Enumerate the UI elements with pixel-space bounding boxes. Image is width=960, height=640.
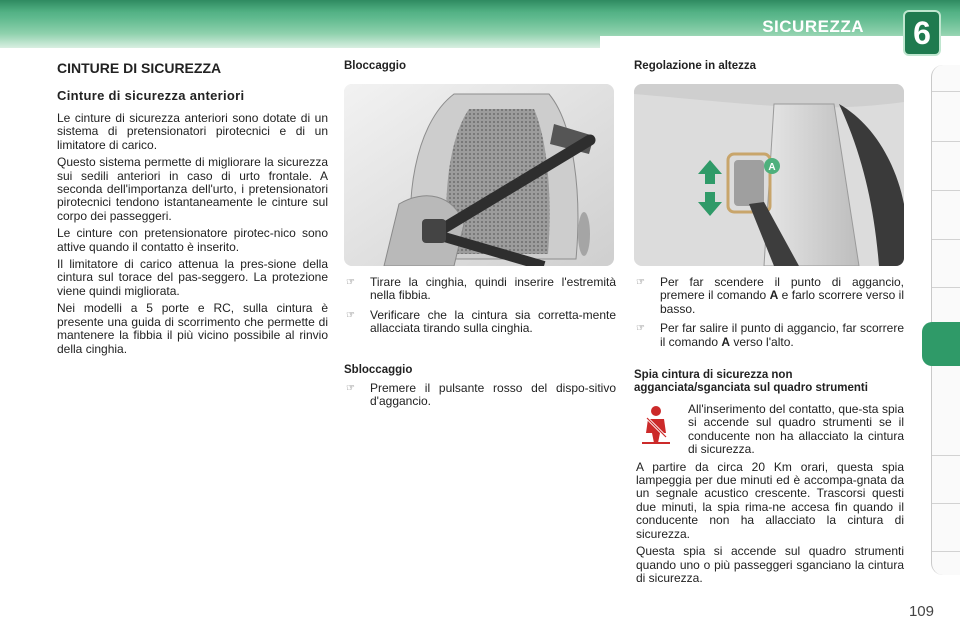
section-heading: CINTURE DI SICUREZZA xyxy=(57,60,222,76)
tab-divider xyxy=(932,141,960,142)
paragraph: Il limitatore di carico attenua la pres-sione della cintura sul torace del pas-seggero. La protezione viene quindi migliorata. xyxy=(57,257,328,298)
chapter-tabs xyxy=(931,65,960,575)
seatbelt-warning-icon xyxy=(636,405,676,445)
paragraph: Le cinture con pretensionatore pirotec-nico sono attive quando il contatto è inserito. xyxy=(57,226,328,254)
paragraph: Questa spia si accende sul quadro strumenti quando uno o più passeggeri sganciano la cintura di sicurezza. xyxy=(636,544,904,585)
bullet-item xyxy=(634,276,904,316)
paragraph: Questo sistema permette di migliorare la sicurezza sui sedili anteriori in caso di urto frontale. A seconda dell'importanza dell'urto, i pretensionatori pirotecnici tendono istantaneamente le cinture sul corpo dei passeggeri. xyxy=(57,155,328,223)
column-front-belts xyxy=(55,60,328,360)
page-header xyxy=(0,0,960,48)
column-height-adjust xyxy=(634,60,904,589)
tab-divider xyxy=(932,91,960,92)
pointer-icon: ☞ xyxy=(346,277,355,288)
bullet-text: Per far scendere il punto di aggancio, premere il comando A e farlo scorrere verso il basso. xyxy=(660,275,904,316)
pointer-icon: ☞ xyxy=(346,309,355,321)
tab-divider xyxy=(932,190,960,191)
bullet-text: Verificare che la cintura sia corretta-mente allacciata tirando sulla cinghia. xyxy=(370,307,616,336)
bullet-item xyxy=(344,309,616,336)
tab-divider xyxy=(932,551,960,552)
subsection-heading: Cinture di sicurezza anteriori xyxy=(57,88,245,103)
bullet-text: Per far salire il punto di aggancio, far scorrere il comando A verso l'alto. xyxy=(660,321,904,349)
chapter-number-badge: 6 xyxy=(905,12,939,54)
pointer-icon: ☞ xyxy=(346,382,355,394)
column-locking xyxy=(344,60,616,414)
paragraph: Le cinture di sicurezza anteriori sono dotate di un sistema di pretensionatori pirotecnici e di un limitatore di carico. xyxy=(57,111,328,152)
tab-divider xyxy=(932,287,960,288)
belt-height-illustration xyxy=(634,84,904,266)
seat-belt-illustration xyxy=(344,84,614,266)
paragraph: Nei modelli a 5 porte e RC, sulla cintura è presente una guida di scorrimento che permette di mantenere la fibbia il più vicino possibile al rinvio della cinghia. xyxy=(57,301,328,356)
warning-block xyxy=(634,403,904,457)
warning-light-heading: Spia cintura di sicurezza non agganciata/sganciata sul quadro strumenti xyxy=(634,369,868,395)
locking-heading: Bloccaggio xyxy=(344,60,406,72)
header-band xyxy=(0,0,960,12)
unlocking-heading: Sbloccaggio xyxy=(344,363,413,376)
tab-divider xyxy=(932,503,960,504)
pointer-icon: ☞ xyxy=(636,323,645,335)
warning-intro: All'inserimento del contatto, que-sta spia si accende sul quadro strumenti se il conducente non ha allacciato la cintura di sicurezza. xyxy=(688,402,904,457)
height-adjust-heading: Regolazione in altezza xyxy=(634,60,757,72)
bullet-item xyxy=(634,322,904,349)
belt-height-illustration-svg xyxy=(634,84,904,266)
paragraph: A partire da circa 20 Km orari, questa spia lampeggia per due minuti ed è accompa-gnata da un segnale acustico crescente. Trascorsi questi due minuti, la spia rima-ne accesa fin quando il conducente non ha allacciato la cintura di sicurezza. xyxy=(636,459,904,541)
callout-label-a: A xyxy=(768,162,776,173)
bullet-item xyxy=(344,276,616,303)
bullet-item xyxy=(344,382,616,409)
page-number: 109 xyxy=(908,603,934,620)
seat-belt-illustration-svg xyxy=(344,84,614,266)
bullet-text: Tirare la cinghia, quindi inserire l'estremità nella fibbia. xyxy=(370,275,616,303)
bullet-text: Premere il pulsante rosso del dispo-sitivo d'aggancio. xyxy=(370,380,616,409)
tab-divider xyxy=(932,455,960,456)
tab-divider xyxy=(932,239,960,240)
pointer-icon: ☞ xyxy=(636,277,645,288)
section-title: SICUREZZA xyxy=(762,17,864,36)
active-chapter-tab[interactable] xyxy=(922,322,960,366)
